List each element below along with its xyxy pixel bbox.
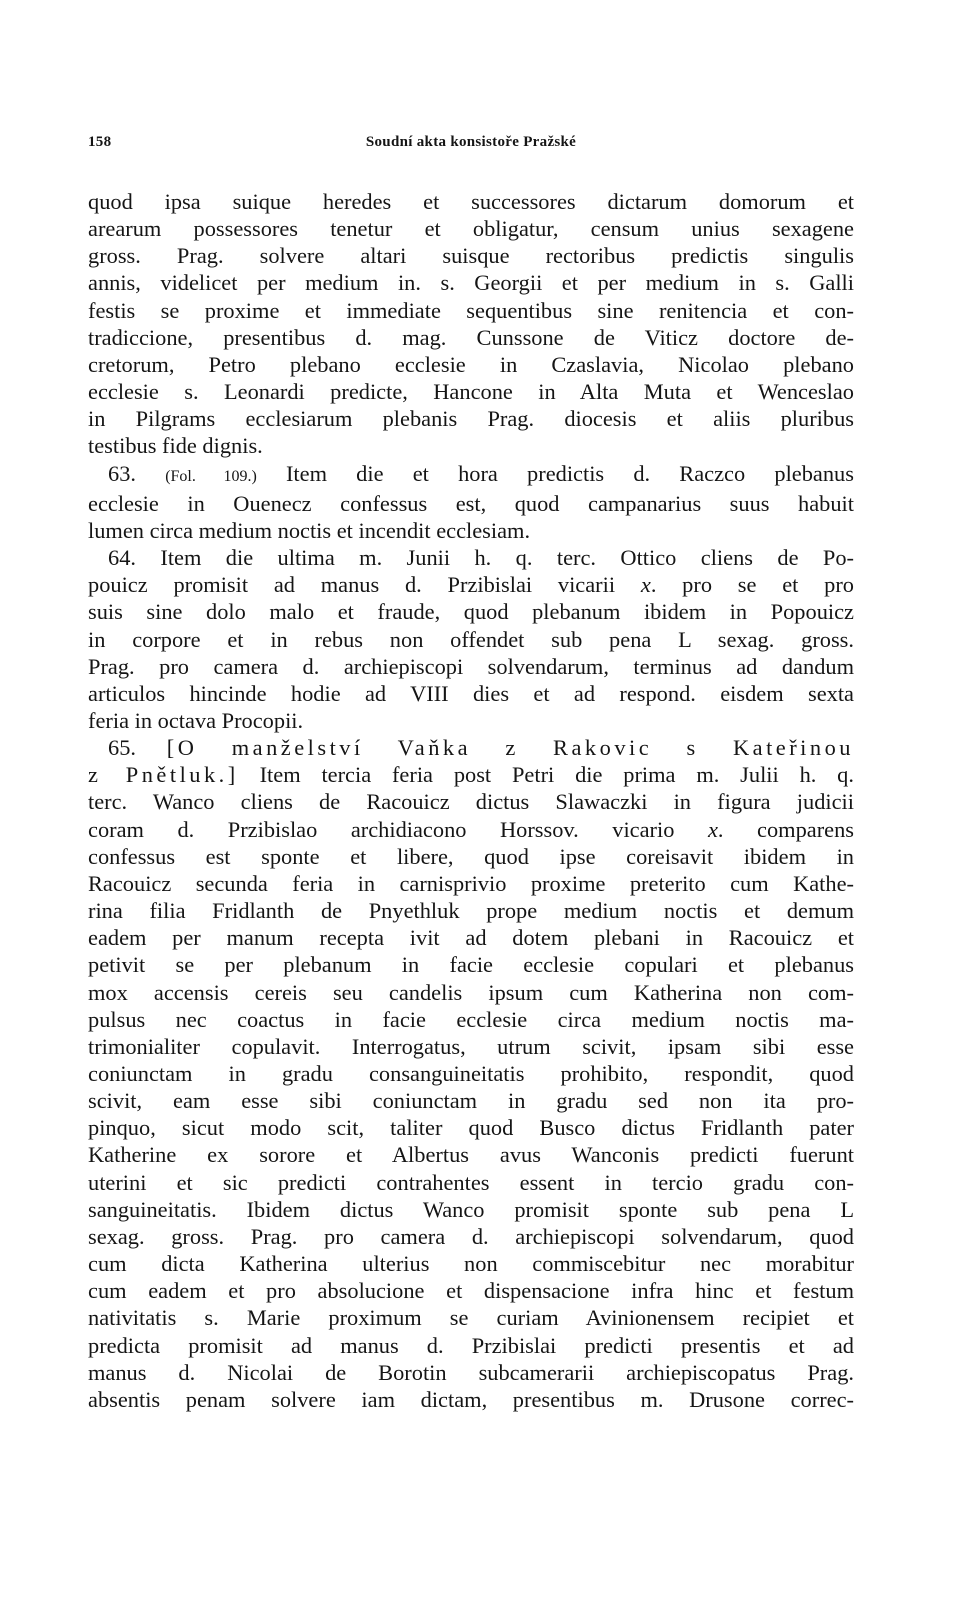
text-line: testibus fide dignis. [88, 433, 263, 459]
siglum: x [707, 816, 718, 842]
text-line: festis se proxime et immediate sequentibus sine renitencia et con- [88, 297, 854, 323]
text-line: nativitatis s. Marie proximum se curiam Avinionensem recipiet et [88, 1305, 854, 1331]
text-line: pinquo, sicut modo scit, taliter quod Busco dictus Fridlanth pater [88, 1115, 854, 1141]
entry-number: 65. [108, 735, 136, 761]
text-line: rina filia Fridlanth de Pnyethluk prope medium noctis et demum [88, 898, 854, 924]
entry-heading: [O manželství Vaňka z Rakovic s Kateřinou [166, 735, 854, 761]
entry-63-line [88, 460, 854, 490]
text-line: pulsus nec coactus in facie ecclesie circa medium noctis ma- [88, 1006, 854, 1032]
text-line: sexag. gross. Prag. pro camera d. archiepiscopi solvendarum, quod [88, 1223, 854, 1249]
text-line: ecclesie in Ouenecz confessus est, quod campanarius suus habuit [88, 490, 854, 516]
folio-reference: (Fol. 109.) [165, 467, 257, 485]
text-line: suis sine dolo malo et fraude, quod plebanum ibidem in Popouicz [88, 599, 854, 625]
entry-heading-cont: z Pnětluk.] [88, 762, 239, 788]
document-page [88, 128, 854, 1413]
text-line: eadem per manum recepta ivit ad dotem plebani in Racouicz et [88, 925, 854, 951]
entry-text: Item die et hora predictis d. Raczco plebanus [285, 460, 854, 486]
text-line: terc. Wanco cliens de Racouicz dictus Slawaczki in figura judicii [88, 789, 854, 815]
text-line: petivit se per plebanum in facie ecclesie copulari et plebanus [88, 952, 854, 978]
text-line: cum eadem et pro absolucione et dispensacione infra hinc et festum [88, 1278, 854, 1304]
entry-number: 63. [108, 460, 136, 486]
text-line: lumen circa medium noctis et incendit ecclesiam. [88, 517, 531, 543]
text-line: annis, videlicet per medium in. s. Georgii et per medium in s. Galli [88, 270, 854, 296]
text-line: Racouicz secunda feria in carnisprivio proxime preterito cum Kathe- [88, 870, 854, 896]
text-line: cum dicta Katherina ulterius non commiscebitur nec morabitur [88, 1251, 854, 1277]
running-title: Soudní akta konsistoře Pražské [365, 134, 577, 150]
text-line: ecclesie s. Leonardi predicte, Hancone in Alta Muta et Wenceslao [88, 379, 854, 405]
text-line: z Pnětluk.] Item tercia feria post Petri die prima m. Julii h. q. [88, 762, 854, 788]
text-line: feria in octava Procopii. [88, 707, 304, 733]
text-line: manus d. Nicolai de Borotin subcamerarii archiepiscopatus Prag. [88, 1359, 854, 1385]
body-text [88, 188, 854, 1413]
page-header [88, 128, 854, 158]
text-line: in corpore et in rebus non offendet sub pena L sexag. gross. [88, 626, 854, 652]
text-line: in Pilgrams ecclesiarum plebanis Prag. diocesis et aliis pluribus [88, 406, 854, 432]
text-line: predicta promisit ad manus d. Przibislai predicti presentis et ad [88, 1332, 854, 1358]
text-line: coniunctam in gradu consanguineitatis prohibito, respondit, quod [88, 1061, 854, 1086]
text-line: confessus est sponte et libere, quod ipse coreisavit ibidem in [88, 843, 854, 869]
page-number: 158 [88, 134, 112, 150]
text-line: pouicz promisit ad manus d. Przibislai vicarii x. pro se et pro [88, 572, 854, 598]
text-line: sanguineitatis. Ibidem dictus Wanco promisit sponte sub pena L [88, 1196, 854, 1222]
text-line: Katherine ex sorore et Albertus avus Wanconis predicti fuerunt [88, 1142, 854, 1168]
text-line: gross. Prag. solvere altari suisque rectoribus predictis singulis [88, 243, 854, 269]
text-line: cretorum, Petro plebano ecclesie in Czaslavia, Nicolao plebano [88, 351, 854, 377]
text-line: articulos hincinde hodie ad VIII dies et ad respond. eisdem sexta [88, 680, 854, 706]
text-line: 64. Item die ultima m. Junii h. q. terc. Ottico cliens de Po- [108, 545, 854, 571]
text-line: mox accensis cereis seu candelis ipsum cum Katherina non com- [88, 979, 854, 1005]
siglum: x [640, 572, 651, 598]
text-line: absentis penam solvere iam dictam, presentibus m. Drusone correc- [88, 1386, 854, 1412]
text-line: trimonialiter copulavit. Interrogatus, utrum scivit, ipsam sibi esse [88, 1033, 854, 1059]
text-line: quod ipsa suique heredes et successores dictarum domorum et [88, 189, 854, 214]
text-line: scivit, eam esse sibi coniunctam in gradu sed non ita pro- [88, 1088, 854, 1114]
text-line: uterini et sic predicti contrahentes essent in tercio gradu con- [88, 1169, 854, 1195]
text-line: Prag. pro camera d. archiepiscopi solvendarum, terminus ad dandum [88, 653, 854, 679]
text-line: arearum possessores tenetur et obligatur, censum unius sexagene [88, 216, 854, 242]
text-line: tradiccione, presentibus d. mag. Cunssone de Viticz doctore de- [88, 324, 854, 350]
text-line: coram d. Przibislao archidiacono Horssov. vicario x. comparens [88, 816, 855, 842]
entry-65-heading-line [88, 734, 854, 761]
